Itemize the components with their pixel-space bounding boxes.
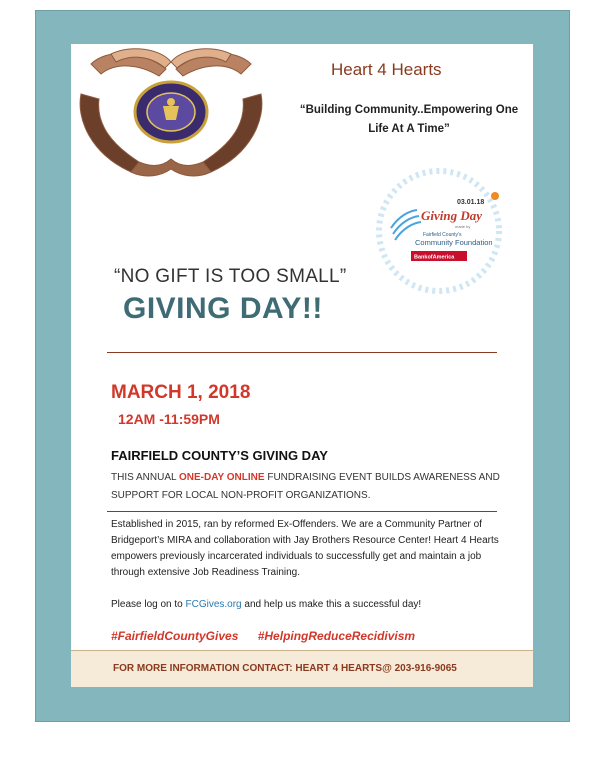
event-time: 12AM -11:59PM bbox=[118, 411, 220, 427]
login-line bbox=[111, 599, 511, 610]
giving-day-logo-presented: made by bbox=[455, 224, 471, 229]
divider-middle bbox=[107, 511, 497, 512]
about-paragraph: Established in 2015, ran by reformed Ex-Offenders. We are a Community Partner of Bridgeport’s MIRA and collaboration with Jay Brothers Resource Center! Heart 4 Hearts empowers previously incarcerated individuals to successfully get and maintain a job through extensive Job Readiness Training. bbox=[111, 519, 499, 578]
headline-quote: “NO GIFT IS TOO SMALL” bbox=[114, 266, 347, 287]
contact-footer bbox=[71, 650, 533, 687]
giving-day-logo-title: Giving Day bbox=[421, 208, 483, 223]
giving-day-logo-sponsor-line2: Community Foundation bbox=[415, 238, 493, 247]
event-section-title: FAIRFIELD COUNTY’S GIVING DAY bbox=[111, 448, 328, 463]
hashtag-fairfield: #FairfieldCountyGives bbox=[111, 629, 239, 643]
organization-tagline: “Building Community..Empowering One Life At A Time” bbox=[299, 104, 519, 135]
giving-day-logo bbox=[369, 166, 509, 296]
hands-heart-image bbox=[71, 44, 271, 179]
giving-day-logo-date: 03.01.18 bbox=[457, 199, 485, 206]
headline-title: GIVING DAY!! bbox=[123, 292, 323, 325]
event-description-prefix: THIS ANNUAL bbox=[111, 472, 179, 483]
hashtag-recidivism: #HelpingReduceRecidivism bbox=[257, 629, 416, 643]
flyer-page bbox=[71, 44, 533, 687]
login-suffix: and help us make this a successful day! bbox=[241, 599, 422, 610]
divider-top bbox=[107, 352, 497, 353]
event-date: MARCH 1, 2018 bbox=[111, 382, 251, 403]
login-prefix: Please log on to bbox=[111, 599, 186, 610]
hashtags bbox=[111, 629, 511, 643]
event-description-suffix: FUNDRAISING EVENT BUILDS AWARENESS AND SUPPORT FOR LOCAL NON-PROFIT ORGANIZATIONS. bbox=[111, 472, 500, 501]
organization-name: Heart 4 Hearts bbox=[331, 60, 442, 79]
event-description bbox=[111, 469, 506, 505]
giving-day-logo-bank: BankofAmerica bbox=[414, 254, 455, 261]
fcgives-link[interactable]: FCGives.org bbox=[185, 599, 242, 610]
contact-footer-text: FOR MORE INFORMATION CONTACT: HEART 4 HEARTS@ 203-916-9065 bbox=[113, 663, 457, 674]
giving-day-logo-sponsor-line1: Fairfield County's bbox=[423, 232, 462, 238]
event-description-highlight: ONE-DAY ONLINE bbox=[178, 472, 265, 483]
